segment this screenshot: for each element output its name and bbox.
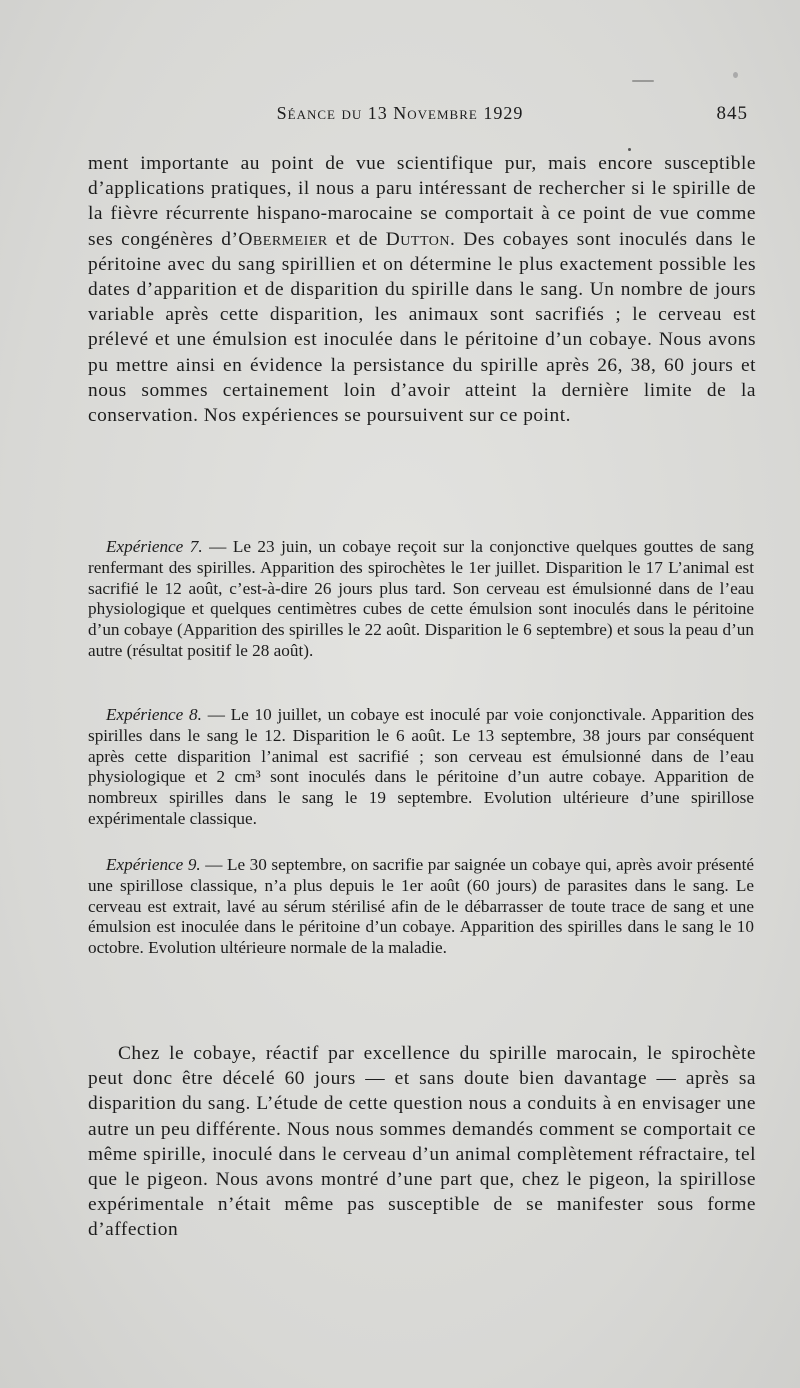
paper-speck (628, 148, 631, 151)
experiment-8 (88, 705, 754, 830)
author-name-obermeier: Obermeier (238, 228, 328, 250)
intro-text (88, 151, 756, 428)
experiment-9-text: — Le 30 septembre, on sacrifie par saignée un cobaye qui, après avoir présenté une spirillose classique, n’a plus depuis le 1er août (60 jours) de parasites dans le sang. Le cerveau est extrait, lavé au sérum stérilisé afin de le débarrasser de toute trace de sang et une émulsion est inoculée dans le péritoine d’un cobaye. Apparition des spirilles dans le sang le 10 octobre. Evolution ultérieure normale de la maladie. (88, 855, 754, 958)
final-text: Chez le cobaye, réactif par excellence du spirille marocain, le spirochète peut donc être décelé 60 jours — et sans doute bien davantage — après sa disparition du sang. L’étude de cette question nous a conduits à en envisager une autre un peu différente. Nous nous sommes demandés comment se comportait ce même spirille, inoculé dans le cerveau d’un animal complètement réfractaire, tel que le pigeon. Nous avons montré d’une part que, chez le pigeon, la spirillose expérimentale n’était même pas susceptible de se manifester sous forme d’affection (88, 1043, 756, 1241)
intro-paragraph (88, 151, 756, 428)
final-paragraph (88, 1041, 756, 1243)
running-title: Séance du 13 Novembre 1929 (276, 103, 524, 123)
paper-speck (632, 80, 654, 82)
experiment-9 (88, 855, 754, 959)
intro-text-part-a: ment importante au point de vue scientifique pur, mais encore susceptible d’applications pratiques, il nous a paru intéressant de rechercher si le spirille de la fièvre récurrente hispano-marocaine se comportait à ce point de vue comme ses congénères d’ (88, 153, 756, 250)
experiment-7-text: — Le 23 juin, un cobaye reçoit sur la conjonctive quelques gouttes de sang renfermant des spirilles. Apparition des spirochètes le 1er juillet. Disparition le 17 L’animal est sacrifié le 12 août, c’est-à-dire 26 jours plus tard. Son cerveau est émulsionné dans de l’eau physiologique et quelques centimètres cubes de cette émulsion sont inoculés dans le péritoine d’un cobaye (Apparition des spirilles le 22 août. Disparition le 6 septembre) et sous la peau d’un autre (résultat positif le 28 août). (88, 537, 754, 660)
page-header (0, 103, 800, 133)
experiment-8-text: — Le 10 juillet, un cobaye est inoculé par voie conjonctivale. Apparition des spirilles dans le sang le 12. Disparition le 6 août. Le 13 septembre, 38 jours par conséquent après cette disparition l’animal est sacrifié ; son cerveau est émulsionné dans de l’eau physiologique et 2 cm³ sont inoculés dans le péritoine d’un autre cobaye. Apparition de nombreux spirilles dans le sang le 19 septembre. Evolution ultérieure d’une spirillose expérimentale classique. (88, 705, 754, 828)
experiment-8-label: Expérience 8. (106, 705, 202, 724)
page-number: 845 (716, 103, 748, 124)
intro-text-part-b: et de (327, 228, 386, 250)
author-name-dutton: Dutton (385, 228, 450, 250)
intro-text-part-c: . Des cobayes sont inoculés dans le péritoine avec du sang spirillien et on détermine le plus exactement possible les dates d’apparition et de disparition du spirille dans le sang. Un nombre de jours variable après cette disparition, les animaux sont sacrifiés ; le cerveau est prélevé et une émulsion est inoculée dans le péritoine d’un cobaye. Nous avons pu mettre ainsi en évidence la persistance du spirille après 26, 38, 60 jours et nous sommes certainement loin d’avoir atteint la dernière limite de la conservation. Nos expériences se poursuivent sur ce point. (88, 228, 756, 427)
experiment-7-label: Expérience 7. (106, 537, 203, 556)
experiment-7 (88, 537, 754, 662)
experiment-9-label: Expérience 9. (106, 855, 201, 874)
paper-speck (733, 72, 738, 78)
